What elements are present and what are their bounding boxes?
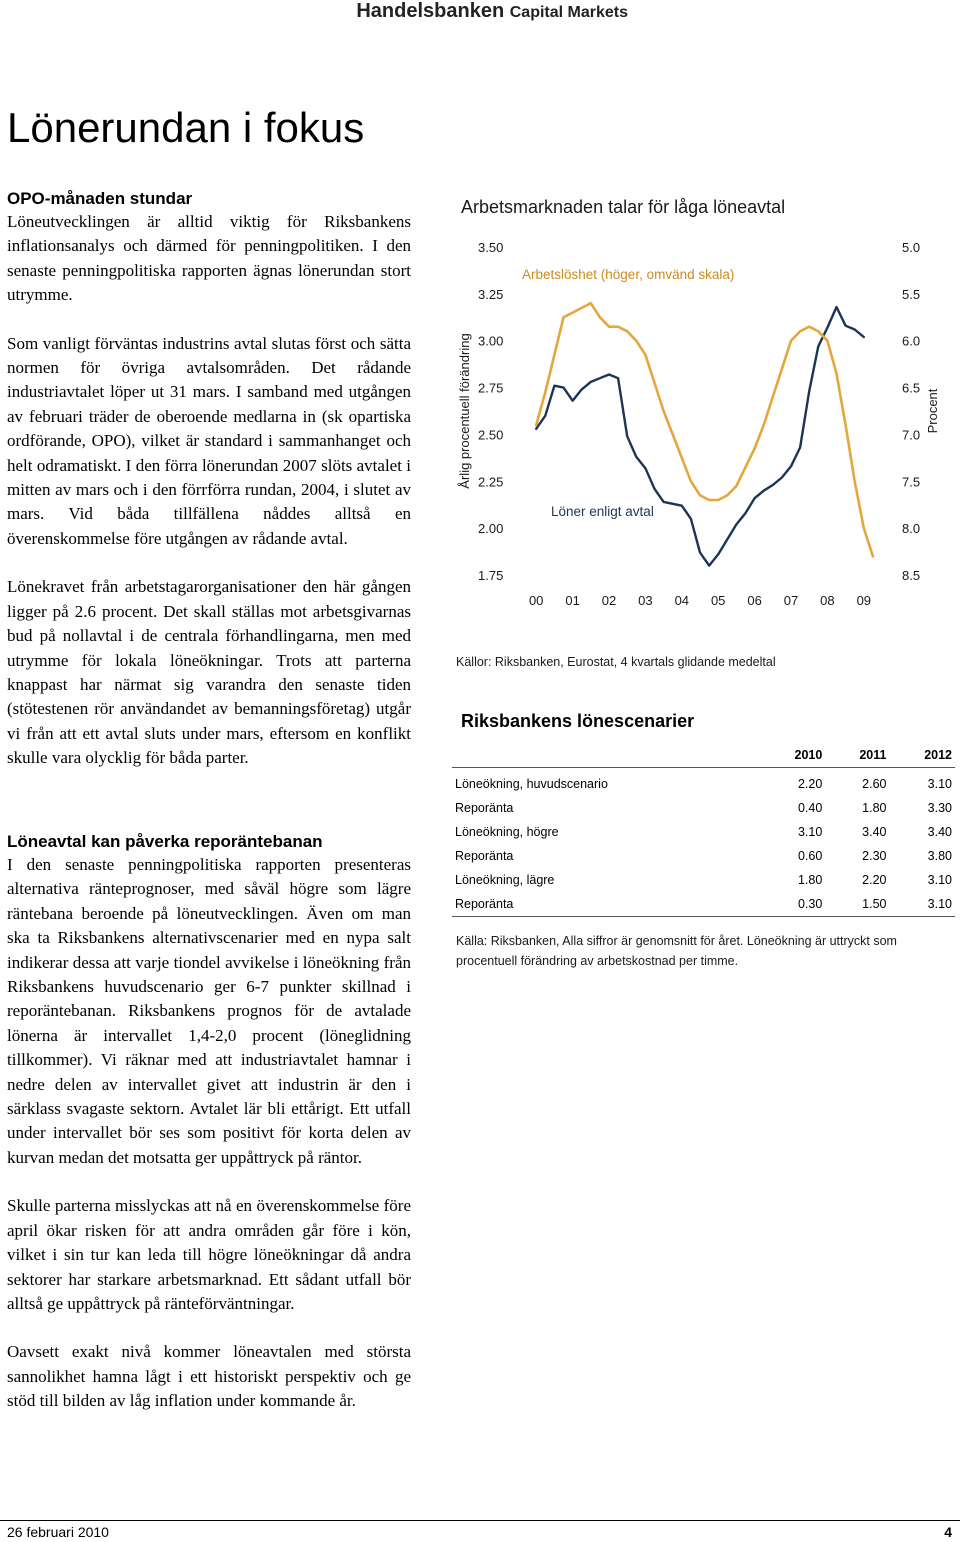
table-cell: 1.80: [797, 873, 823, 887]
y-right-tick-label: 6.0: [902, 333, 921, 349]
table-cell: 2.30: [862, 849, 887, 863]
page-number: 4: [944, 1524, 952, 1540]
table-cell: Löneökning, huvudscenario: [455, 777, 608, 791]
table-header-cell: [452, 743, 760, 768]
x-tick-label: 07: [783, 593, 799, 608]
table-row: [452, 796, 955, 820]
table-cell: 2.20: [862, 873, 887, 887]
table-cell: Löneökning, lägre: [455, 873, 555, 887]
section-heading-opo: OPO-månaden stundar: [7, 189, 193, 208]
paragraph-1: Löneutvecklingen är alltid viktig för Riksbankens inflationsanalys och därmed för penningpolitiken. I den senaste penningpolitiska rapporten ägnas lönerundan stort utrymme.: [7, 212, 411, 305]
brand-sub: Capital Markets: [509, 4, 628, 21]
table-cell: 3.30: [927, 801, 952, 815]
table-row: [452, 892, 955, 917]
table-header-row: [452, 743, 955, 768]
y-right-tick-label: 7.5: [902, 474, 921, 490]
x-tick-label: 08: [820, 593, 835, 608]
paragraph-5: Skulle parterna misslyckas att nå en överenskommelse före april ökar risken för att andra områden går före i kön, vilket i sin tur kan leda till högre löneökningar då andra sektorer har starkare arbetsmarknad. Ett sådant utfall bör alltså ge uppåttryck på ränteförväntningar.: [7, 1196, 411, 1313]
footer-date: 26 februari 2010: [7, 1524, 109, 1540]
scenario-table: [452, 743, 955, 917]
series-line-wages: [536, 307, 864, 566]
table-header-cell: 2011: [825, 743, 889, 768]
y-axis-label-left: Årlig procentuell förändring: [457, 333, 472, 489]
table-cell: 1.80: [862, 801, 887, 815]
table-title: Riksbankens lönescenarier: [461, 711, 695, 731]
table-header-cell: 2012: [889, 743, 955, 768]
table-cell: 3.10: [889, 892, 955, 917]
x-tick-label: 02: [601, 593, 617, 608]
table-cell: 0.60: [797, 849, 823, 863]
y-right-tick-label: 6.5: [902, 380, 921, 396]
table-cell: 0.40: [797, 801, 823, 815]
y-right-tick-label: 7.0: [902, 427, 921, 443]
x-tick-label: 06: [747, 593, 762, 608]
page-title: Lönerundan i fokus: [7, 104, 365, 151]
table-row: [452, 768, 955, 797]
table-cell: 0.30: [760, 892, 826, 917]
table-cell: 1.50: [825, 892, 889, 917]
table-row: [452, 844, 955, 868]
article-column-top: [7, 188, 411, 771]
table-cell: Reporänta: [452, 892, 760, 917]
y-axis-label-right: Procent: [925, 388, 940, 434]
x-tick-label: 05: [710, 593, 726, 608]
legend-unemployment: Arbetslöshet (höger, omvänd skala): [522, 267, 735, 282]
chart-title: Arbetsmarknaden talar för låga löneavtal: [461, 197, 786, 217]
y-left-tick-label: 1.75: [478, 568, 504, 583]
y-left-tick-label: 3.25: [478, 286, 504, 302]
x-tick-label: 03: [638, 593, 653, 608]
paragraph-6: Oavsett exakt nivå kommer löneavtalen med största sannolikhet hamna lågt i ett historiskt perspektiv och ge stöd till bilden av låg inflation under kommande år.: [7, 1342, 411, 1411]
table-cell: 3.10: [927, 777, 952, 791]
table-cell: 2.60: [862, 777, 887, 791]
table-cell: Löneökning, högre: [455, 825, 559, 839]
paragraph-3: Lönekravet från arbetstagarorganisationer den här gången ligger på 2.6 procent. Det skall ställas mot arbetsgivarnas bud på nollavtal i de centrala förhandlingarna, men med utrymme för lokala löneökningar. Trots att parterna knappast har närmat sig varandra den senaste tiden (stötestenen rör användandet av bemanningsföretag) utgår vi från att ett avtal sluts under mars, eftersom en konflikt skulle vara olycklig för båda parter.: [7, 577, 411, 768]
table-cell: 3.80: [927, 849, 952, 863]
y-right-tick-label: 5.0: [902, 240, 921, 255]
footer-divider: [0, 1520, 960, 1521]
y-left-tick-label: 3.00: [478, 333, 504, 349]
table-cell: Reporänta: [455, 801, 514, 815]
x-tick-label: 00: [528, 593, 544, 608]
x-tick-label: 04: [674, 593, 690, 608]
table-header-cell: 2010: [760, 743, 826, 768]
brand-name: Handelsbanken: [356, 0, 505, 22]
wage-unemployment-chart: [450, 225, 955, 615]
table-row: [452, 820, 955, 844]
table-cell: 3.40: [862, 825, 887, 839]
legend-wages: Löner enligt avtal: [551, 504, 654, 519]
y-left-tick-label: 2.25: [478, 474, 504, 490]
paragraph-2: Som vanligt förväntas industrins avtal slutas först och sätta normen för övriga avtalsområden. Det rådande industriavtalet löper ut 31 mars. I samband med utgången av februari träder de oberoende medlarna in (sk opartiska ordförande, OPO), vilket är standard i sammanhanget och helt odramatiskt. I den förra lönerundan 2007 slöts avtalet i mitten av mars och i den förrförra rundan, 2004, i slutet av mars. Vid båda tillfällena nåddes alltså en överenskommelse före utgången av rådande avtal.: [7, 333, 411, 548]
table-cell: 3.10: [797, 825, 823, 839]
y-left-tick-label: 3.50: [478, 240, 504, 255]
table-cell: 3.10: [927, 873, 952, 887]
section-heading-reporanta: Löneavtal kan påverka reporäntebanan: [7, 832, 323, 851]
y-right-tick-label: 8.0: [902, 521, 921, 537]
y-right-tick-label: 5.5: [902, 286, 921, 302]
table-cell: 2.20: [797, 777, 823, 791]
chart-source: Källor: Riksbanken, Eurostat, 4 kvartals glidande medeltal: [456, 655, 776, 669]
y-left-tick-label: 2.50: [478, 427, 504, 443]
brand-logo: [356, 0, 628, 23]
y-left-tick-label: 2.75: [478, 380, 504, 396]
article-column-bottom: [7, 831, 411, 1414]
table-cell: Reporänta: [455, 849, 514, 863]
y-left-tick-label: 2.00: [478, 521, 504, 537]
x-tick-label: 01: [565, 593, 580, 608]
table-source: Källa: Riksbanken, Alla siffror är genomsnitt för året. Löneökning är uttryckt som procentuell förändring av arbetskostnad per timme.: [456, 934, 897, 968]
table-row: [452, 868, 955, 892]
table-cell: 3.40: [927, 825, 952, 839]
paragraph-4: I den senaste penningpolitiska rapporten presenteras alternativa ränteprognoser, med såväl högre som lägre räntebana beroende på löneutvecklingen. Även om man ska ta Riksbankens alternativscenarier med en nypa salt indikerar dessa att varje tiondel avvikelse i löneökning från Riksbankens huvudscenario ger 6-7 punkter skillnad i reporäntebanan. Riksbankens prognos för de avtalade lönerna är intervallet 1,4-2,0 procent (löneglidning tillkommer). Vi räknar med att industriavtalet hamnar i nedre delen av intervallet givet att industrin är den i särklass svagaste sektorn. Avtalet lär bli ettårigt. Ett utfall under intervallet bör ses som positivt för korta delen av kurvan medan det motsatta ger uppåttryck på räntor.: [7, 855, 411, 1167]
y-right-tick-label: 8.5: [902, 568, 921, 583]
x-tick-label: 09: [856, 593, 872, 608]
